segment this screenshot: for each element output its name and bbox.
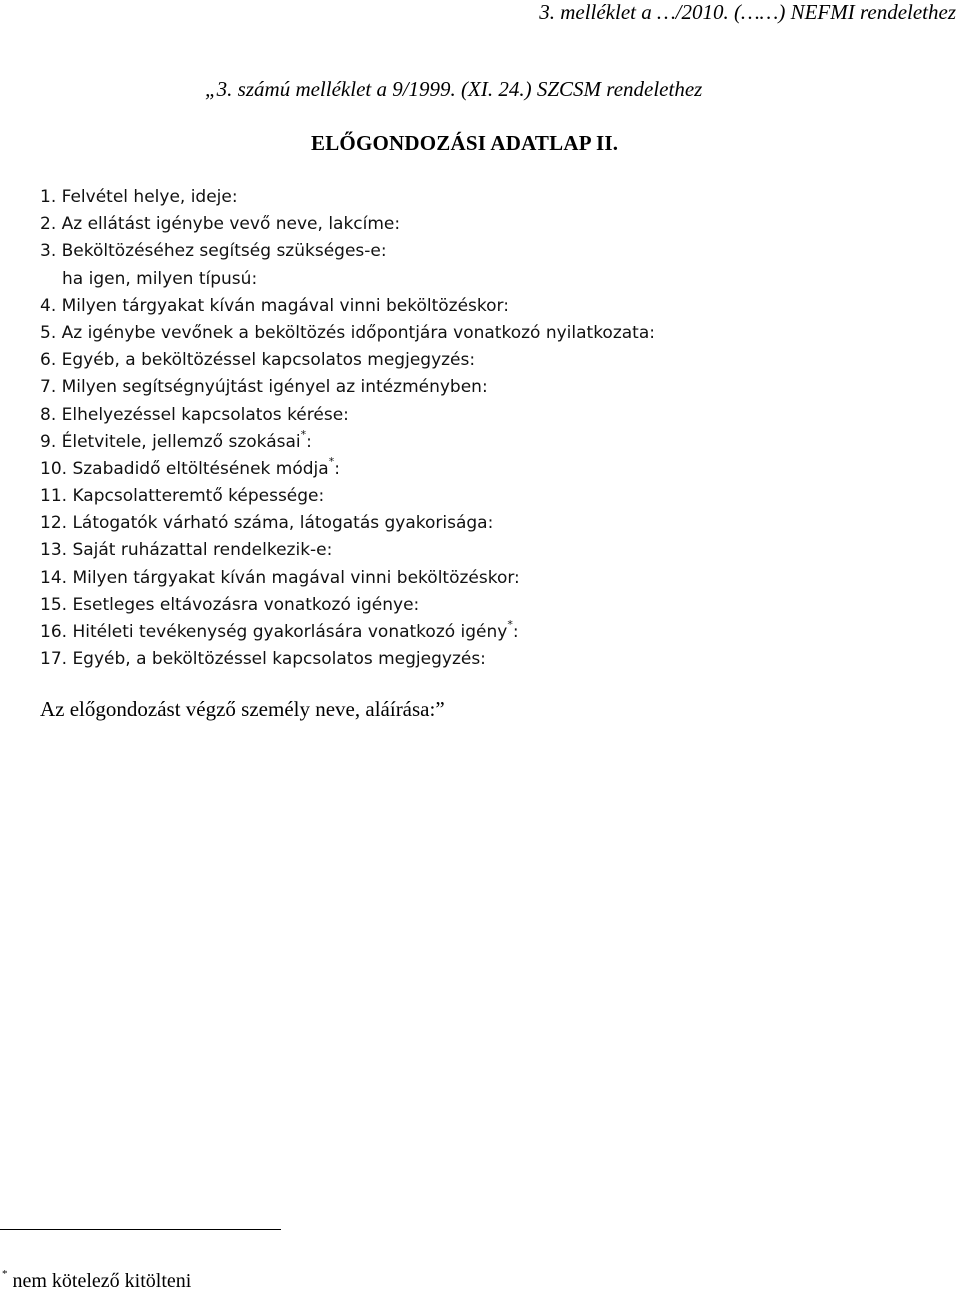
item-colon: : [512, 622, 519, 642]
footnote-text: nem kötelező kitölteni [12, 1270, 192, 1292]
footnote-marker: * [300, 428, 307, 442]
form-item-10-label: 10. Szabadidő eltöltésének módja [40, 458, 329, 479]
form-item-1: 1. Felvétel helye, ideje: [40, 187, 238, 207]
form-item-13: 13. Saját ruházattal rendelkezik-e: [40, 540, 333, 561]
form-item-9-label: 9. Életvitele, jellemző szokásai [40, 431, 301, 452]
signature-line: Az előgondozást végző személy neve, aláírása:” [40, 697, 445, 721]
item-colon: : [306, 431, 312, 452]
form-title: ELŐGONDOZÁSI ADATLAP II. [311, 131, 619, 155]
footnote-marker: * [507, 618, 513, 632]
form-item-17: 17. Egyéb, a beköltözéssel kapcsolatos megjegyzés: [40, 649, 486, 670]
form-item-2: 2. Az ellátást igénybe vevő neve, lakcíme: [40, 214, 401, 235]
form-item-3-sub: ha igen, milyen típusú: [62, 268, 258, 289]
annex-label: 3. melléklet a …/2010. (……) NEFMI rendelethez [539, 0, 956, 24]
form-item-9 [40, 429, 655, 456]
footnote-marker: * [2, 1268, 8, 1281]
form-item-3: 3. Beköltözéséhez segítség szükséges-e: [40, 241, 387, 262]
form-item-12: 12. Látogatók várható száma, látogatás gyakorisága: [40, 513, 494, 534]
footnote [2, 1270, 191, 1293]
form-item-16 [40, 619, 655, 646]
regulation-reference: „3. számú melléklet a 9/1999. (XI. 24.) SZCSM rendelethez [205, 77, 703, 101]
form-item-4: 4. Milyen tárgyakat kíván magával vinni beköltözéskor: [40, 295, 509, 316]
form-item-11: 11. Kapcsolatteremtő képessége: [40, 486, 325, 507]
form-item-14: 14. Milyen tárgyakat kíván magával vinni beköltözéskor: [40, 567, 520, 588]
item-colon: : [334, 458, 340, 479]
form-item-16-label: 16. Hitéleti tevékenység gyakorlására vonatkozó igény [40, 622, 508, 642]
form-item-list [40, 184, 655, 673]
form-item-10 [40, 456, 655, 483]
form-item-7: 7. Milyen segítségnyújtást igényel az intézményben: [40, 377, 488, 398]
footnote-separator [0, 1229, 281, 1230]
form-item-5: 5. Az igénybe vevőnek a beköltözés időpontjára vonatkozó nyilatkozata: [40, 322, 655, 343]
form-item-6: 6. Egyéb, a beköltözéssel kapcsolatos megjegyzés: [40, 350, 476, 371]
footnote-marker: * [328, 455, 335, 469]
form-item-15: 15. Esetleges eltávozásra vonatkozó igénye: [40, 594, 420, 615]
form-item-8: 8. Elhelyezéssel kapcsolatos kérése: [40, 404, 349, 425]
